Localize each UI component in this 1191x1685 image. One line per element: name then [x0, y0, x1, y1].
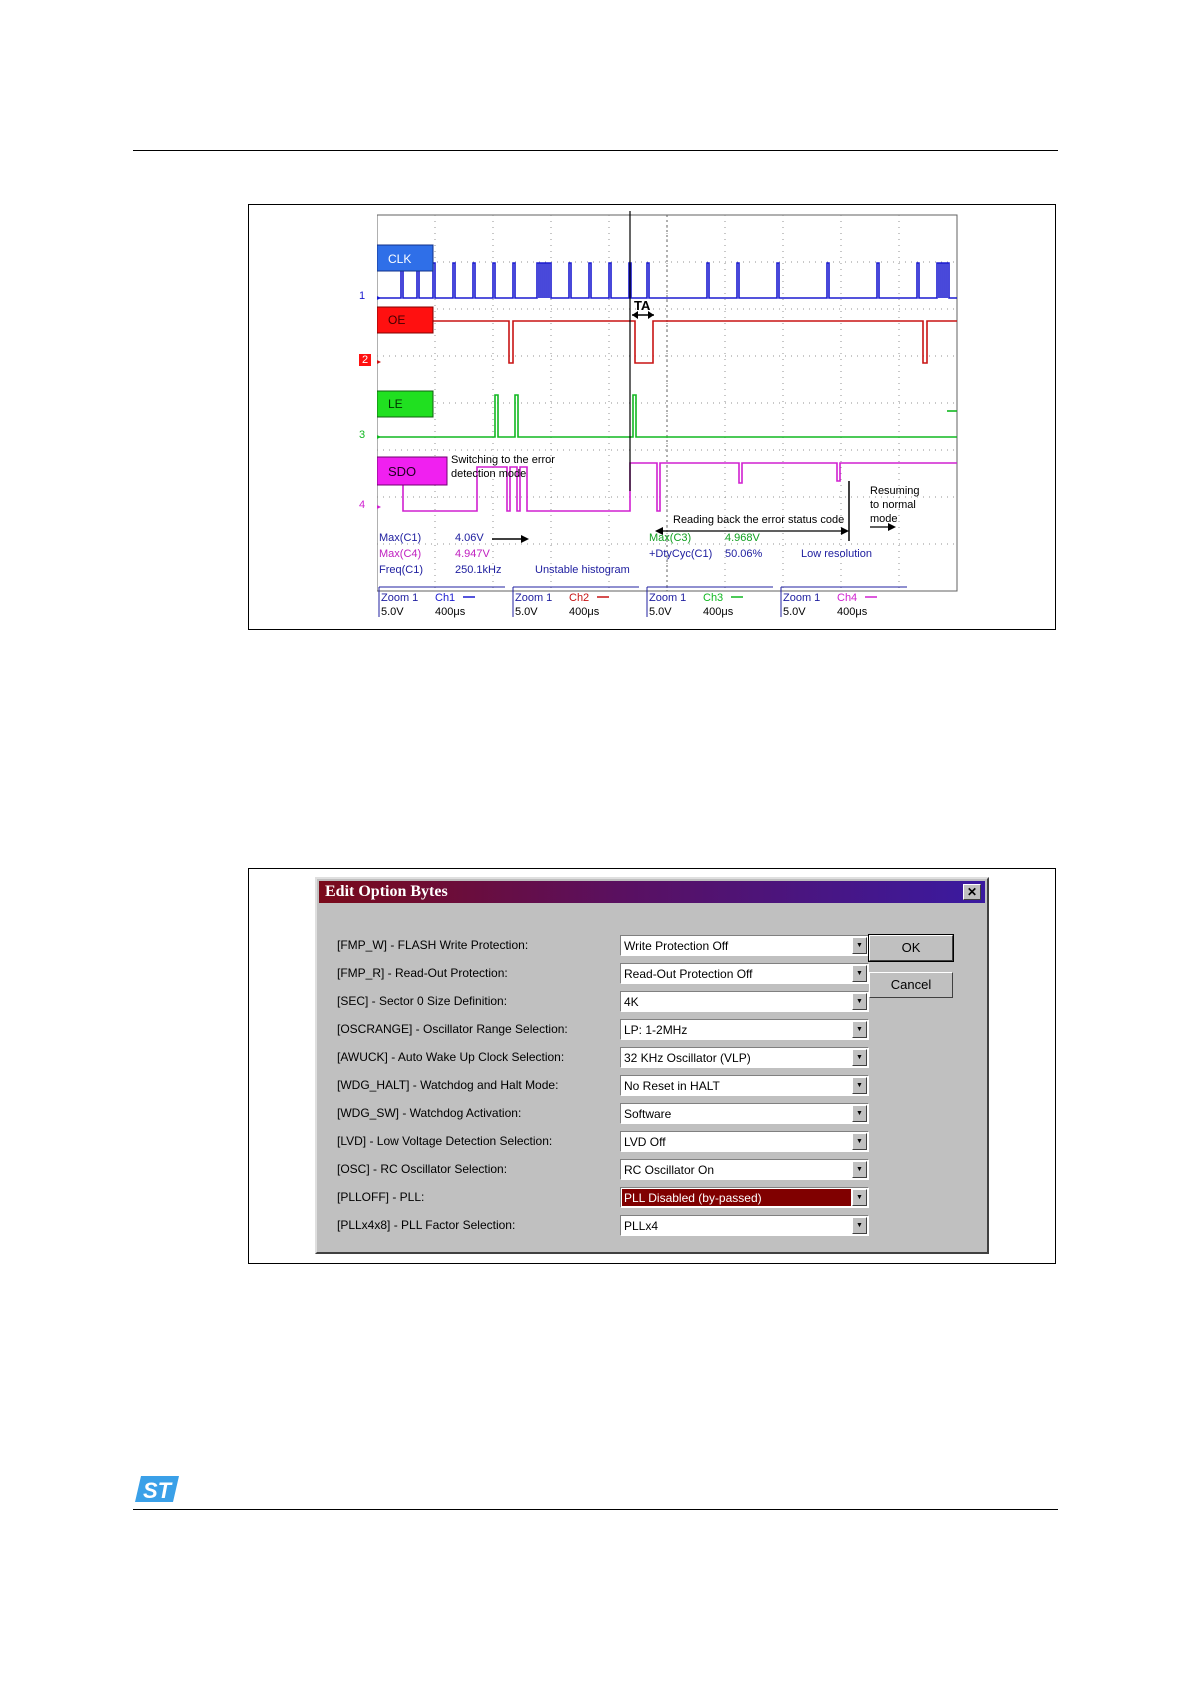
- svg-text:ST: ST: [143, 1478, 172, 1503]
- option-select[interactable]: [620, 1187, 869, 1208]
- option-value: Write Protection Off: [624, 939, 729, 953]
- chevron-down-icon[interactable]: ▼: [852, 937, 867, 954]
- svg-text:50.06%: 50.06%: [725, 548, 763, 560]
- svg-text:OE: OE: [388, 313, 406, 327]
- option-row: [337, 1075, 877, 1097]
- volts-per-div: 5.0V: [515, 606, 538, 618]
- svg-text:Max(C1): Max(C1): [379, 532, 422, 544]
- option-row: [337, 1131, 877, 1153]
- chevron-down-icon[interactable]: ▼: [852, 1077, 867, 1094]
- option-label: [SEC] - Sector 0 Size Definition:: [337, 994, 508, 1008]
- chevron-down-icon[interactable]: ▼: [852, 1049, 867, 1066]
- option-row: [337, 1103, 877, 1125]
- volts-per-div: 5.0V: [381, 606, 404, 618]
- edit-option-bytes-dialog: [315, 877, 989, 1254]
- option-value: Read-Out Protection Off: [624, 967, 753, 981]
- zoom-label: Zoom 1: [783, 592, 821, 604]
- channel-label-clk: [377, 245, 433, 271]
- chevron-down-icon[interactable]: ▼: [852, 993, 867, 1010]
- volts-per-div: 5.0V: [649, 606, 672, 618]
- annotation-line: detection mode: [451, 468, 527, 480]
- volts-per-div: 5.0V: [783, 606, 806, 618]
- option-value: LVD Off: [624, 1135, 666, 1149]
- option-value: 32 KHz Oscillator (VLP): [624, 1051, 751, 1065]
- close-icon[interactable]: ✕: [963, 884, 981, 900]
- annotation-line: Switching to the error: [451, 454, 555, 466]
- option-label: [OSC] - RC Oscillator Selection:: [337, 1162, 508, 1176]
- chevron-down-icon[interactable]: ▼: [852, 1189, 867, 1206]
- option-value: 4K: [624, 995, 639, 1009]
- channel-number: 2: [359, 354, 371, 366]
- svg-text:4.06V: 4.06V: [455, 532, 484, 544]
- option-row: [337, 963, 877, 985]
- option-label: [WDG_SW] - Watchdog Activation:: [337, 1106, 522, 1120]
- option-label: [AWUCK] - Auto Wake Up Clock Selection:: [337, 1050, 565, 1064]
- chevron-down-icon[interactable]: ▼: [852, 1021, 867, 1038]
- zoom-label: Zoom 1: [649, 592, 687, 604]
- channel-name: Ch1: [435, 592, 456, 604]
- option-row: [337, 1187, 877, 1209]
- chevron-down-icon[interactable]: ▼: [852, 965, 867, 982]
- time-per-div: 400μs: [569, 606, 600, 618]
- time-per-div: 400μs: [435, 606, 466, 618]
- zoom-label: Zoom 1: [515, 592, 553, 604]
- option-value: No Reset in HALT: [624, 1079, 720, 1093]
- dialog-title: Edit Option Bytes: [325, 883, 448, 900]
- option-select[interactable]: [620, 963, 869, 984]
- svg-text:Unstable histogram: Unstable histogram: [535, 564, 630, 576]
- option-value: Software: [624, 1107, 672, 1121]
- option-select[interactable]: [620, 1131, 869, 1152]
- option-select[interactable]: [620, 1159, 869, 1180]
- option-select[interactable]: [620, 1047, 869, 1068]
- footer-rule: [133, 1509, 1058, 1510]
- svg-text:LE: LE: [388, 397, 403, 411]
- oscilloscope-screen: [377, 211, 959, 623]
- option-label: [WDG_HALT] - Watchdog and Halt Mode:: [337, 1078, 559, 1092]
- time-per-div: 400μs: [703, 606, 734, 618]
- option-select[interactable]: [620, 1103, 869, 1124]
- option-select[interactable]: [620, 991, 869, 1012]
- st-logo: [133, 1474, 181, 1504]
- option-value: PLLx4: [624, 1219, 659, 1233]
- channel-label-le: [377, 391, 433, 417]
- svg-text:Max(C4): Max(C4): [379, 548, 422, 560]
- option-select[interactable]: [620, 1019, 869, 1040]
- svg-text:TA: TA: [634, 298, 651, 313]
- annotation-line: Resuming: [870, 485, 920, 497]
- option-row: [337, 1047, 877, 1069]
- chevron-down-icon[interactable]: ▼: [852, 1105, 867, 1122]
- channel-name: Ch2: [569, 592, 590, 604]
- option-label: [PLLx4x8] - PLL Factor Selection:: [337, 1218, 516, 1232]
- option-row: [337, 1159, 877, 1181]
- svg-text:4.947V: 4.947V: [455, 548, 490, 560]
- oscilloscope-svg: [377, 211, 959, 623]
- ok-button[interactable]: OK: [869, 935, 953, 961]
- zoom-label: Zoom 1: [381, 592, 419, 604]
- option-label: [PLLOFF] - PLL:: [337, 1190, 425, 1204]
- channel-number: 1: [359, 290, 366, 302]
- option-value: LP: 1-2MHz: [624, 1023, 688, 1037]
- svg-text:CLK: CLK: [388, 252, 412, 266]
- oscilloscope-figure: [248, 204, 1056, 630]
- option-select[interactable]: [620, 1075, 869, 1096]
- svg-text:4.968V: 4.968V: [725, 532, 760, 544]
- cancel-button[interactable]: Cancel: [869, 972, 953, 998]
- channel-label-oe: [377, 307, 433, 333]
- option-label: [FMP_W] - FLASH Write Protection:: [337, 938, 529, 952]
- option-label: [OSCRANGE] - Oscillator Range Selection:: [337, 1022, 568, 1036]
- option-value: PLL Disabled (by-passed): [624, 1191, 762, 1205]
- option-row: [337, 991, 877, 1013]
- channel-name: Ch4: [837, 592, 858, 604]
- dialog-titlebar[interactable]: [319, 881, 985, 903]
- option-row: [337, 935, 877, 957]
- channel-number: 3: [359, 429, 366, 441]
- option-select[interactable]: [620, 935, 869, 956]
- time-per-div: 400μs: [837, 606, 868, 618]
- channel-label-sdo: [377, 457, 447, 485]
- svg-text:Low resolution: Low resolution: [801, 548, 872, 560]
- chevron-down-icon[interactable]: ▼: [852, 1217, 867, 1234]
- header-rule: [133, 150, 1058, 151]
- option-select[interactable]: [620, 1215, 869, 1236]
- option-row: [337, 1019, 877, 1041]
- svg-text:Reading back the error status: Reading back the error status code: [673, 514, 845, 526]
- svg-text:+DtyCyc(C1): +DtyCyc(C1): [649, 548, 713, 560]
- channel-name: Ch3: [703, 592, 724, 604]
- option-row: [337, 1215, 877, 1237]
- option-value: RC Oscillator On: [624, 1163, 715, 1177]
- option-label: [LVD] - Low Voltage Detection Selection:: [337, 1134, 553, 1148]
- dialog-figure: [248, 868, 1056, 1264]
- annotation-line: mode: [870, 513, 898, 525]
- svg-text:250.1kHz: 250.1kHz: [455, 564, 502, 576]
- svg-text:Max(C3): Max(C3): [649, 532, 692, 544]
- channel-number: 4: [359, 499, 366, 511]
- annotation-line: to normal: [870, 499, 916, 511]
- chevron-down-icon[interactable]: ▼: [852, 1133, 867, 1150]
- chevron-down-icon[interactable]: ▼: [852, 1161, 867, 1178]
- svg-text:SDO: SDO: [388, 464, 417, 479]
- option-label: [FMP_R] - Read-Out Protection:: [337, 966, 508, 980]
- svg-text:Freq(C1): Freq(C1): [379, 564, 424, 576]
